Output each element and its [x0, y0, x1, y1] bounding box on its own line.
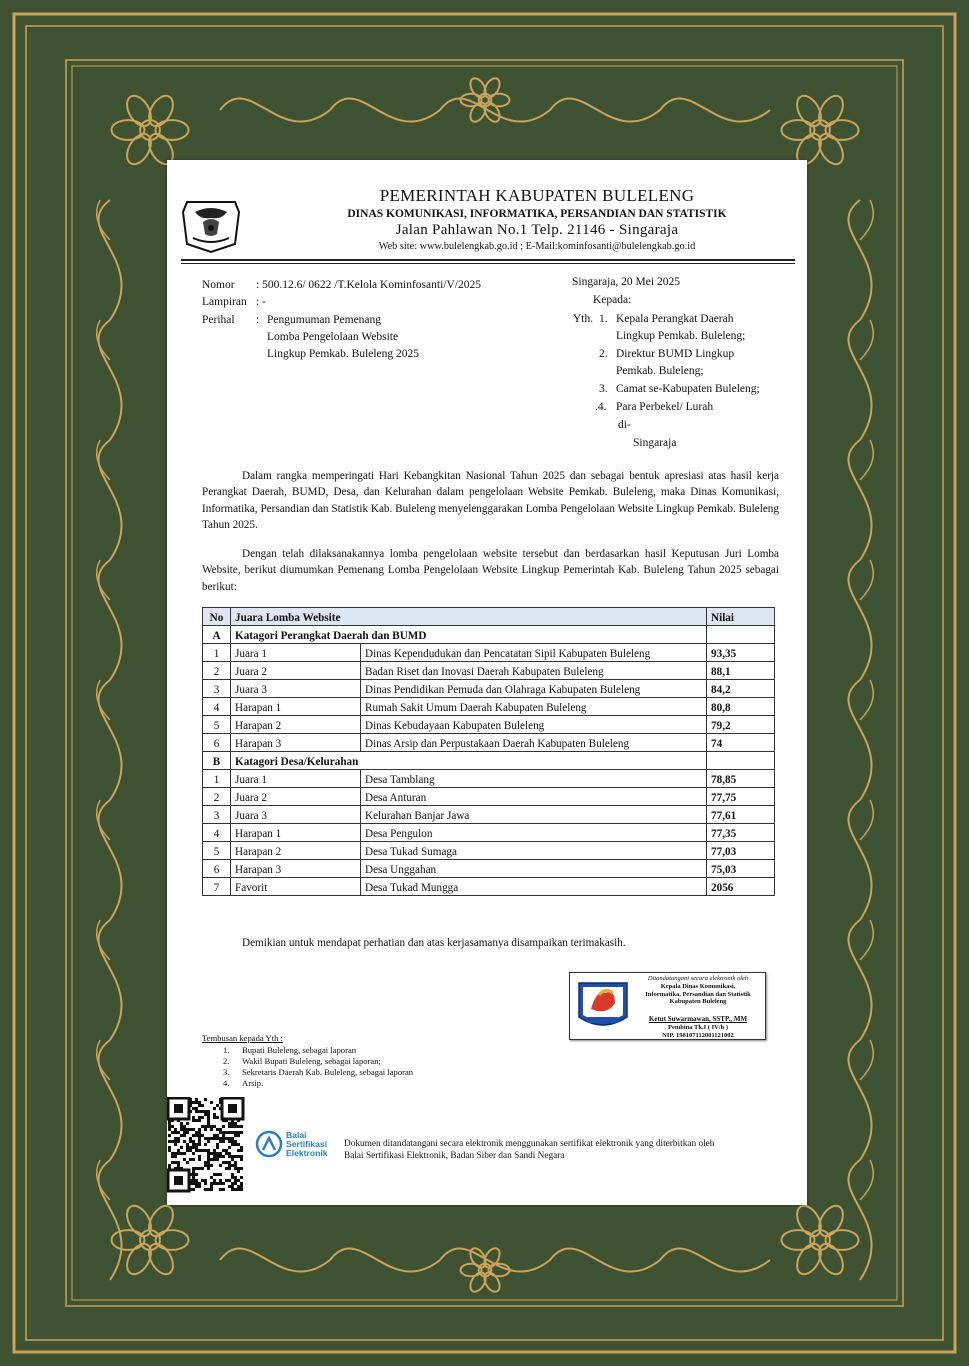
- header-juara: Juara Lomba Website: [231, 608, 707, 626]
- table-row: [203, 770, 775, 788]
- row-name: Desa Anturan: [361, 788, 707, 806]
- bsre-statement-line: Balai Sertifikasi Elektronik, Badan Siber dan Sandi Negara: [344, 1151, 565, 1161]
- row-name: Rumah Sakit Umum Daerah Kabupaten Buleleng: [361, 698, 707, 716]
- perihal-line: Lomba Pengelolaan Website: [267, 331, 399, 343]
- letter-page: [167, 160, 807, 1205]
- letterhead-government: PEMERINTAH KABUPATEN BULELENG: [379, 186, 695, 205]
- header-no: No: [203, 608, 231, 626]
- row-rank: Harapan 3: [231, 860, 361, 878]
- signature-line: Kabupaten Buleleng: [669, 998, 727, 1006]
- category-row: [203, 626, 775, 644]
- tembusan-item: Arsip.: [242, 1078, 264, 1088]
- recipient-line: Camat se-Kabupaten Buleleng;: [616, 383, 760, 395]
- tembusan-item: Wakil Bupati Buleleng, sebagai laporan;: [242, 1056, 381, 1066]
- recipient-number: 2.: [599, 348, 608, 360]
- announcement-paragraph: Dengan telah dilaksanakannya lomba pengelolaan website tersebut dan berdasarkan hasil Keputusan Juri Lomba Website, berikut diumumkan Pemenang Lomba Pengelolaan Website Lingkup Pemerintah Kab. Buleleng Tahun 2025 sebagai berikut:: [202, 548, 779, 593]
- place-date: Singaraja, 20 Mei 2025: [572, 276, 680, 288]
- row-score: 74: [707, 734, 775, 752]
- row-name: Dinas Pendidikan Pemuda dan Olahraga Kabupaten Buleleng: [361, 680, 707, 698]
- header-nilai: Nilai: [707, 608, 775, 626]
- letterhead-divider-thin: [181, 263, 795, 264]
- row-name: Dinas Kebudayaan Kabupaten Buleleng: [361, 716, 707, 734]
- row-rank: Juara 2: [231, 788, 361, 806]
- nomor-label: Nomor: [202, 279, 235, 291]
- letterhead-department: DINAS KOMUNIKASI, INFORMATIKA, PERSANDIAN DAN STATISTIK: [347, 208, 727, 220]
- row-name: Desa Unggahan: [361, 860, 707, 878]
- perihal-colon: :: [256, 314, 260, 326]
- row-name: Kelurahan Banjar Jawa: [361, 806, 707, 824]
- signer-nip: NIP. 198107112001121002: [662, 1031, 734, 1039]
- row-name: Desa Tamblang: [361, 770, 707, 788]
- buleleng-emblem-icon: [181, 198, 241, 254]
- row-score: 84,2: [707, 680, 775, 698]
- tembusan-number: 1.: [223, 1045, 230, 1055]
- recipient-number: .4.: [595, 401, 607, 413]
- table-row: [203, 824, 775, 842]
- nomor-value: : 500.12.6/ 0622 /T.Kelola Kominfosanti/V/2025: [256, 279, 481, 291]
- tembusan-number: 3.: [223, 1067, 230, 1077]
- row-name: Desa Pengulon: [361, 824, 707, 842]
- di-label: di-: [618, 419, 631, 431]
- tembusan-number: 4.: [223, 1078, 230, 1088]
- intro-paragraph: Dalam rangka memperingati Hari Kebangkitan Nasional Tahun 2025 dan sebagai bentuk apresiasi atas hasil kerja Perangkat Daerah, BUMD, Desa, dan Kelurahan dalam pengelolaan Website Pemkab. Buleleng, maka Dinas Komunikasi, Informatika, Persandian dan Statistik Kab. Buleleng menyelenggarakan Lomba Pengelolaan Website Lingkup Pemkab. Buleleng Tahun 2025.: [202, 470, 779, 531]
- recipient-line: Pemkab. Buleleng;: [616, 365, 704, 377]
- category-row: [203, 752, 775, 770]
- signature-line: Ditandatangani secara elektronik oleh: [647, 975, 749, 982]
- signature-details: [634, 975, 762, 1040]
- row-score: 93,35: [707, 644, 775, 662]
- results-table: [202, 607, 775, 896]
- row-name: Dinas Kependudukan dan Pencatatan Sipil Kabupaten Buleleng: [361, 644, 707, 662]
- table-row: [203, 680, 775, 698]
- electronic-signature-box: [569, 972, 766, 1040]
- row-score: 80,8: [707, 698, 775, 716]
- row-score: 79,2: [707, 716, 775, 734]
- lampiran-label: Lampiran: [202, 296, 247, 308]
- row-rank: Harapan 3: [231, 734, 361, 752]
- bsre-logo-line: Elektronik: [286, 1148, 328, 1158]
- row-name: Desa Tukad Mungga: [361, 878, 707, 896]
- table-row: [203, 806, 775, 824]
- recipient-line: Direktur BUMD Lingkup: [616, 348, 735, 360]
- row-number: 6: [203, 734, 231, 752]
- table-row: [203, 878, 775, 896]
- lampiran-value: : -: [256, 296, 266, 308]
- perihal-label: Perihal: [202, 314, 235, 326]
- yth-label: Yth.: [573, 313, 594, 325]
- row-score: 2056: [707, 878, 775, 896]
- perihal-line: Lingkup Pemkab. Buleleng 2025: [267, 348, 420, 360]
- bsre-logo-line: Balai: [286, 1130, 307, 1140]
- row-number: 3: [203, 680, 231, 698]
- table-row: [203, 698, 775, 716]
- table-header-row: [203, 608, 775, 626]
- category-title: Katagori Perangkat Daerah dan BUMD: [231, 626, 707, 644]
- empty-cell: [707, 752, 775, 770]
- row-score: 77,75: [707, 788, 775, 806]
- signature-line: Informatika, Persandian dan Statistik: [645, 990, 751, 998]
- kepada-label: Kepada:: [593, 294, 632, 306]
- signer-rank: Pembina Tk.I ( IV/b ): [667, 1023, 729, 1031]
- recipient-number: 1.: [599, 313, 608, 325]
- table-row: [203, 734, 775, 752]
- row-score: 78,85: [707, 770, 775, 788]
- row-number: 5: [203, 842, 231, 860]
- row-number: 5: [203, 716, 231, 734]
- letterhead-divider: [181, 259, 795, 261]
- row-rank: Favorit: [231, 878, 361, 896]
- row-rank: Juara 1: [231, 770, 361, 788]
- row-number: 4: [203, 824, 231, 842]
- table-row: [203, 644, 775, 662]
- row-number: 3: [203, 806, 231, 824]
- perihal-line: Pengumuman Pemenang: [267, 314, 382, 326]
- row-score: 75,03: [707, 860, 775, 878]
- row-number: 1: [203, 770, 231, 788]
- city-label: Singaraja: [633, 437, 677, 449]
- row-rank: Harapan 2: [231, 716, 361, 734]
- letterhead-address: Jalan Pahlawan No.1 Telp. 21146 - Singaraja: [395, 222, 679, 238]
- table-row: [203, 860, 775, 878]
- row-rank: Juara 3: [231, 680, 361, 698]
- closing-sentence: Demikian untuk mendapat perhatian dan atas kerjasamanya disampaikan terimakasih.: [242, 937, 626, 949]
- row-score: 77,61: [707, 806, 775, 824]
- recipient-line: Para Perbekel/ Lurah: [616, 401, 714, 413]
- category-code: B: [203, 752, 231, 770]
- row-rank: Juara 2: [231, 662, 361, 680]
- buleleng-seal-icon: [575, 979, 631, 1033]
- tembusan-item: Sekretaris Daerah Kab. Buleleng, sebagai laporan: [242, 1067, 414, 1077]
- tembusan-title: Tembusan kepada Yth :: [202, 1033, 283, 1043]
- table-row: [203, 842, 775, 860]
- row-number: 6: [203, 860, 231, 878]
- table-row: [203, 716, 775, 734]
- row-rank: Juara 1: [231, 644, 361, 662]
- row-name: Badan Riset dan Inovasi Daerah Kabupaten Buleleng: [361, 662, 707, 680]
- table-row: [203, 788, 775, 806]
- row-rank: Harapan 1: [231, 824, 361, 842]
- recipient-number: 3.: [599, 383, 608, 395]
- recipient-line: Lingkup Pemkab. Buleleng;: [616, 330, 746, 342]
- bsre-logo-text: [286, 1131, 328, 1158]
- table-row: [203, 662, 775, 680]
- row-rank: Harapan 1: [231, 698, 361, 716]
- row-number: 7: [203, 878, 231, 896]
- row-number: 1: [203, 644, 231, 662]
- letterhead-contact: Web site: www.bulelengkab.go.id ; E-Mail:kominfosanti@bulelengkab.go.id: [378, 241, 696, 252]
- bsre-statement-line: Dokumen ditandatangani secara elektronik menggunakan sertifikat elektronik yang diterbitkan oleh: [344, 1139, 715, 1149]
- row-score: 77,35: [707, 824, 775, 842]
- category-title: Katagori Desa/Kelurahan: [231, 752, 707, 770]
- row-score: 77,03: [707, 842, 775, 860]
- bsre-logo-line: Sertifikasi: [286, 1139, 328, 1149]
- signature-line: Kepala Dinas Komunikasi,: [660, 982, 736, 990]
- row-number: 2: [203, 788, 231, 806]
- empty-cell: [707, 626, 775, 644]
- category-code: A: [203, 626, 231, 644]
- row-name: Dinas Arsip dan Perpustakaan Daerah Kabupaten Buleleng: [361, 734, 707, 752]
- row-score: 88,1: [707, 662, 775, 680]
- qr-code-icon: [167, 1097, 245, 1193]
- row-number: 2: [203, 662, 231, 680]
- recipient-line: Kepala Perangkat Daerah: [616, 313, 734, 325]
- row-number: 4: [203, 698, 231, 716]
- row-name: Desa Tukad Sumaga: [361, 842, 707, 860]
- row-rank: Harapan 2: [231, 842, 361, 860]
- tembusan-number: 2.: [223, 1056, 230, 1066]
- signer-name: Ketut Suwarmawan, SSTP., MM: [648, 1015, 748, 1024]
- bsre-logo-icon: [255, 1130, 283, 1158]
- row-rank: Juara 3: [231, 806, 361, 824]
- tembusan-item: Bupati Buleleng, sebagai laporan: [242, 1045, 357, 1055]
